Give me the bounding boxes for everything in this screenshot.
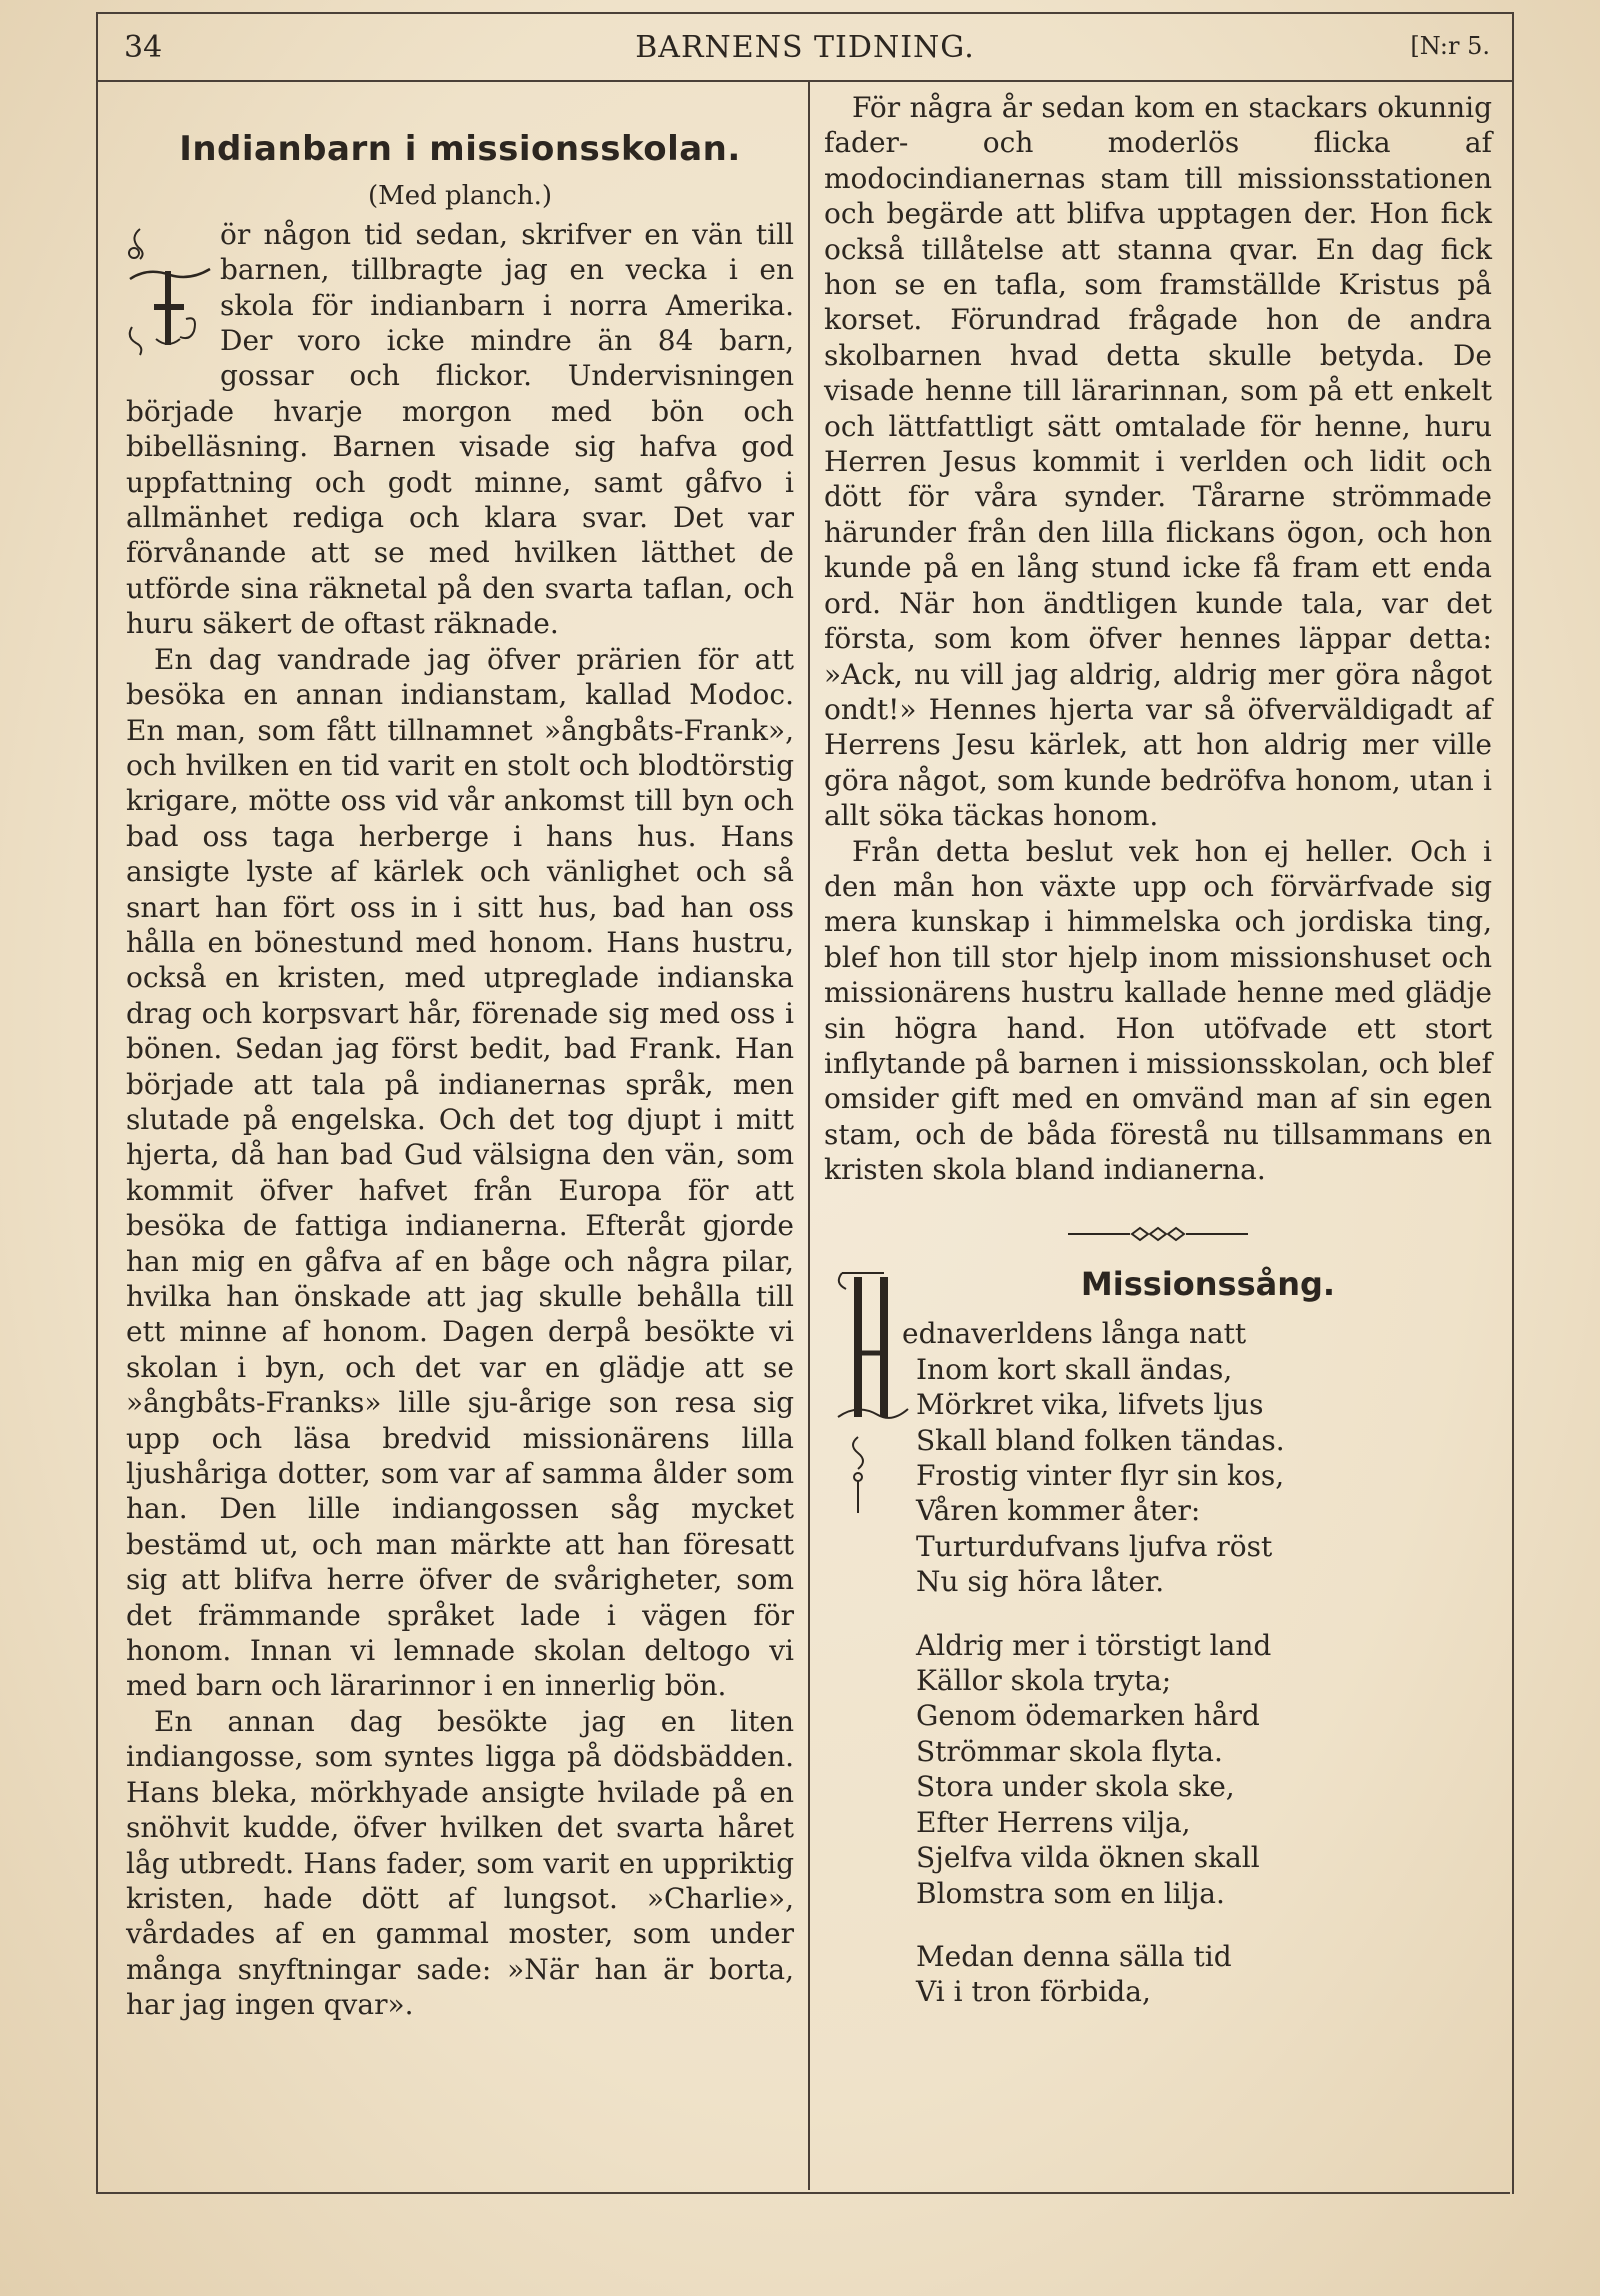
issue-number: [N:r 5. bbox=[1410, 32, 1490, 60]
dropcap-f-ornament-icon bbox=[120, 219, 216, 359]
poem-line: Aldrig mer i törstigt land bbox=[916, 1628, 1272, 1662]
poem-line: Inom kort skall ändas, bbox=[916, 1352, 1233, 1386]
right-column bbox=[824, 90, 1492, 2038]
page-header bbox=[120, 28, 1490, 72]
divider-ornament-icon bbox=[1068, 1224, 1248, 1244]
poem-line: Vi i tron förbida, bbox=[916, 1975, 1151, 2009]
poem-line: Våren kommer åter: bbox=[916, 1494, 1201, 1528]
article-paragraph: ör någon tid sedan, skrifver en vän till barnen, tillbragte jag en vecka i en skola för indianbarn i norra Amerika. Der voro icke mindre än 84 barn, gossar och flickor. Undervisningen började hvarje morgon med bön och bibelläsning. Barnen visade sig hafva god uppfattning och godt minne, samt gåfvo i allmänhet rediga och klara svar. Det var förvånande att se med hvilken lätthet de utförde sina räknetal på den svarta taflan, och huru säkert de oftast räknade. bbox=[126, 217, 794, 641]
dropcap-h-ornament-icon bbox=[828, 1267, 920, 1517]
running-title: BARNENS TIDNING. bbox=[635, 30, 975, 65]
poem-stanza bbox=[916, 1939, 1492, 2010]
article-body-start bbox=[126, 217, 794, 642]
poem-line: Strömmar skola flyta. bbox=[916, 1734, 1223, 1768]
poem-line: Efter Herrens vilja, bbox=[916, 1805, 1191, 1839]
page-frame-bottom-rule bbox=[96, 2192, 1510, 2194]
poem-stanza bbox=[902, 1316, 1492, 1599]
poem-line: Blomstra som en lilja. bbox=[916, 1876, 1225, 1910]
poem-line: Frostig vinter flyr sin kos, bbox=[916, 1459, 1285, 1493]
poem-line: Källor skola tryta; bbox=[916, 1664, 1172, 1698]
poem-title: Missionssång. bbox=[1080, 1265, 1336, 1303]
poem-line: Mörkret vika, lifvets ljus bbox=[916, 1388, 1264, 1422]
ornamental-dropcap-h bbox=[828, 1267, 920, 1517]
header-rule bbox=[96, 80, 1512, 82]
poem-line: Sjelfva vilda öknen skall bbox=[916, 1841, 1260, 1875]
poem-line: ednaverldens långa natt bbox=[902, 1317, 1247, 1351]
article-subtitle: (Med planch.) bbox=[368, 181, 552, 212]
section-divider-ornament bbox=[824, 1216, 1492, 1251]
poem-line: Turturdufvans ljufva röst bbox=[916, 1529, 1273, 1563]
article-paragraph: En dag vandrade jag öfver prärien för att besöka en annan indianstam, kallad Modoc. En man, som fått tillnamnet »ångbåts-Frank», och hvilken en tid varit en stolt och blodtörstig krigare, mötte oss vid vår ankomst till byn och bad oss taga herberge i hans hus. Hans ansigte lyste af kärlek och vänlighet och så snart han fört oss in i sitt hus, bad han oss hålla en bönestund med honom. Hans hustru, också en kristen, med utpreglade indianska drag och korpsvart hår, förenade sig med oss i bönen. Sedan jag först bedit, bad Frank. Han började att tala på indianernas språk, men slutade på engelska. Och det tog djupt i mitt hjerta, då han bad Gud välsigna den vän, som kommit öfver hafvet från Europa för att besöka de fattiga indianerna. Efteråt gjorde han mig en gåfva af en båge och några pilar, hvilka han önskade att jag skulle behålla till ett minne af honom. Dagen derpå besökte vi skolan i byn, och det var en glädje att se »ångbåts-Franks» lille sju-årige son resa sig upp och läsa bredvid missionärens lilla ljushåriga dotter, som var af samma ålder som han. Den lille indiangossen såg mycket bestämd ut, och man märkte att han föresatt sig att blifva herre öfver de svårigheter, som det främmande språket lade i vägen för honom. Innan vi lemnade skolan deltogo vi med barn och lärarinnor i en innerlig bön. bbox=[126, 642, 794, 1703]
poem-line: Skall bland folken tändas. bbox=[916, 1423, 1285, 1457]
poem-section bbox=[824, 1267, 1492, 2010]
page-number: 34 bbox=[124, 30, 163, 65]
article-paragraph: För några år sedan kom en stackars okunnig fader- och moderlös flicka af modocindianernas stam till missionsstationen och begärde att blifva upptagen der. Hon fick också tillåtelse att stanna qvar. En dag fick hon se en tafla, som framställde Kristus på korset. Förundrad frågade hon de andra skolbarnen hvad detta skulle betyda. De visade henne till lärarinnan, som på ett enkelt och lättfattligt sätt omtalade för henne, huru Herren Jesus kommit i verlden och lidit och dött för våra synder. Tårarne strömmade härunder från den lilla flickans ögon, och hon kunde på en lång stund icke få fram ett enda ord. När hon ändtligen kunde tala, var det första, som kom öfver hennes läppar detta: »Ack, nu vill jag aldrig, aldrig mer göra något ondt!» Hennes hjerta var så öfverväldigadt af Herrens Jesu kärlek, att hon aldrig mer ville göra något, som kunde bedröfva honom, utan i allt söka täckas honom. bbox=[824, 91, 1492, 833]
poem-line: Medan denna sälla tid bbox=[916, 1939, 1232, 1973]
ornamental-dropcap-f bbox=[120, 219, 216, 359]
left-column bbox=[126, 90, 794, 2023]
poem-line: Genom ödemarken hård bbox=[916, 1699, 1260, 1733]
poem-stanza bbox=[916, 1628, 1492, 1911]
poem-line: Nu sig höra låter. bbox=[916, 1565, 1165, 1599]
article-paragraph: Från detta beslut vek hon ej heller. Och i den mån hon växte upp och förvärfvade sig mera kunskap i himmelska och jordiska ting, blef hon till stor hjelp inom missionshuset och missionärens hustru kallade henne med glädje sin högra hand. Hon utöfvade ett stort inflytande på barnen i missionsskolan, och blef omsider gift med en omvänd man af sin egen stam, och de båda förestå nu tillsammans en kristen skola bland indianerna. bbox=[824, 834, 1492, 1187]
column-divider bbox=[808, 82, 810, 2190]
poem-line: Stora under skola ske, bbox=[916, 1770, 1235, 1804]
article-paragraph: En annan dag besökte jag en liten indiangosse, som syntes ligga på dödsbädden. Hans bleka, mörkhyade ansigte hvilade på en snöhvit kudde, öfver hvilken det svarta håret låg utbredt. Hans fader, som varit en uppriktig kristen, hade dött af lungsot. »Charlie», vårdades af en gammal moster, som under många snyftningar sade: »När han är borta, har jag ingen qvar». bbox=[126, 1704, 794, 2022]
article-title: Indianbarn i missionsskolan. bbox=[179, 129, 741, 169]
